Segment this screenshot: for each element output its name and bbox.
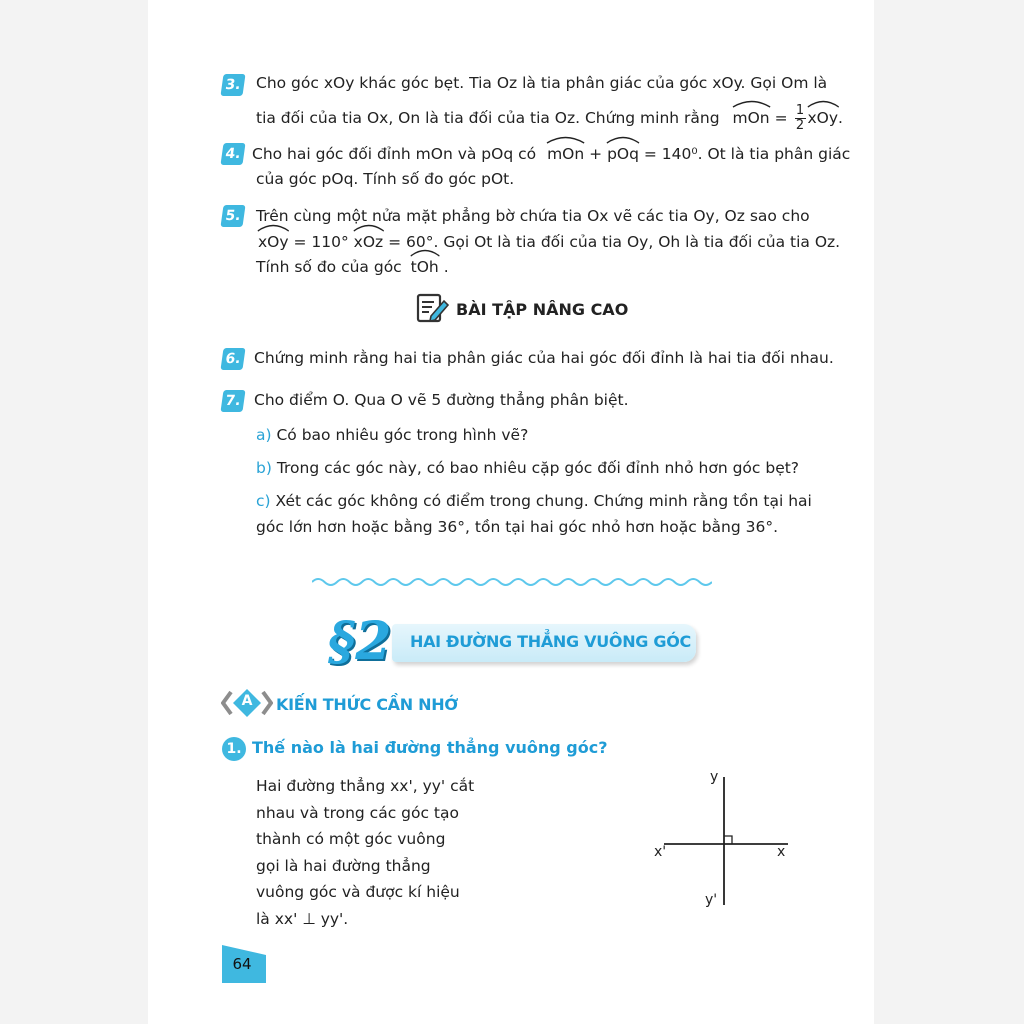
problem-5-line-1: Trên cùng một nửa mặt phẳng bờ chứa tia Ox vẽ các tia Oy, Oz sao cho (256, 207, 810, 225)
problem-4-line-1: Cho hai góc đối đỉnh mOn và pOq có mOn + pOq = 140⁰. Ot là tia phân giác (252, 141, 850, 167)
angle-xOy: xOy (808, 105, 839, 131)
wavy-divider (312, 574, 712, 588)
knowledge-letter: A (241, 693, 253, 709)
label-y-prime: y' (705, 892, 718, 908)
problem-7c-line-1: c) Xét các góc không có điểm trong chung. Chứng minh rằng tồn tại hai (256, 492, 812, 510)
angle-tOh: tOh (411, 254, 439, 280)
angle-mOn: mOn (733, 105, 770, 131)
label-y: y (710, 769, 719, 785)
section-mark: §2 (328, 611, 392, 672)
item-1-body (256, 773, 474, 932)
pencil-notepad-icon (416, 292, 450, 324)
item-1-badge: 1. (222, 737, 246, 761)
problem-3-line-2: tia đối của tia Ox, On là tia đối của tia Oz. Chứng minh rằng mOn = $\frac{1}{2}$ xOy. (256, 103, 843, 133)
problem-6-badge: 6. (220, 348, 245, 370)
knowledge-title: KIẾN THỨC CẦN NHỚ (276, 695, 458, 714)
item-1-title: Thế nào là hai đường thẳng vuông góc? (252, 738, 608, 757)
problem-7c-line-2: góc lớn hơn hoặc bằng 36°, tồn tại hai góc nhỏ hơn hoặc bằng 36°. (256, 518, 779, 536)
item-1-body-line: nhau và trong các góc tạo (256, 803, 459, 822)
problem-5-badge: 5. (220, 205, 245, 227)
item-1-body-line: thành có một góc vuông (256, 830, 446, 848)
page-number: 64 (232, 955, 252, 973)
label-x-prime: x' (654, 844, 667, 860)
problem-4-badge: 4. (220, 143, 245, 165)
problem-7b: b) Trong các góc này, có bao nhiêu cặp góc đối đỉnh nhỏ hơn góc bẹt? (256, 459, 800, 477)
problem-4-line-2: của góc pOq. Tính số đo góc pOt. (256, 170, 515, 188)
section-title: HAI ĐƯỜNG THẲNG VUÔNG GÓC (410, 632, 691, 651)
perpendicular-figure (640, 765, 810, 915)
angle-mOn-2: mOn (547, 141, 584, 167)
problem-3-line-1: Cho góc xOy khác góc bẹt. Tia Oz là tia phân giác của góc xOy. Gọi Om là (256, 74, 828, 92)
item-1-body-line: gọi là hai đường thẳng (256, 856, 431, 875)
angle-xOz: xOz (354, 229, 384, 255)
item-1-body-line: là xx' ⊥ yy'. (256, 909, 349, 928)
advanced-heading: BÀI TẬP NÂNG CAO (456, 300, 629, 319)
fraction-half: $\frac{1}{2}$ (795, 103, 805, 133)
problem-7-text: Cho điểm O. Qua O vẽ 5 đường thẳng phân biệt. (254, 391, 629, 409)
label-x: x (777, 844, 786, 860)
problem-5-line-2: xOy = 110° xOz = 60°. Gọi Ot là tia đối của tia Oy, Oh là tia đối của tia Oz. (258, 229, 840, 255)
item-1-body-line: Hai đường thẳng xx', yy' cắt (256, 777, 475, 795)
problem-7a: a) Có bao nhiêu góc trong hình vẽ? (256, 426, 529, 444)
problem-3-badge: 3. (220, 74, 245, 96)
problem-7-badge: 7. (220, 390, 245, 412)
item-1-body-line: vuông góc và được kí hiệu (256, 883, 460, 901)
problem-5-line-3: Tính số đo của góc tOh . (256, 254, 449, 280)
angle-pOq: pOq (607, 141, 639, 167)
problem-3-line-2-text: tia đối của tia Ox, On là tia đối của tia Oz. Chứng minh rằng (256, 109, 720, 127)
equals-sign: = (774, 109, 788, 127)
angle-xOy-2: xOy (258, 229, 289, 255)
problem-6-text: Chứng minh rằng hai tia phân giác của hai góc đối đỉnh là hai tia đối nhau. (254, 349, 834, 367)
